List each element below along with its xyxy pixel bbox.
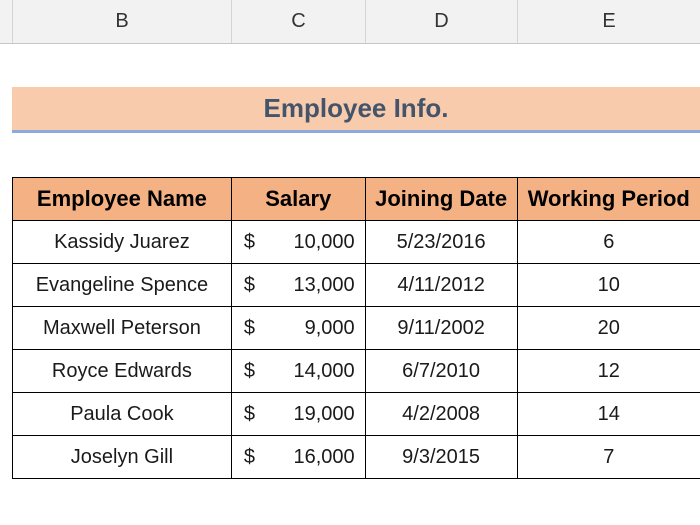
cell-joining-date[interactable]: 5/23/2016: [365, 221, 517, 264]
column-header-a-edge[interactable]: [0, 0, 12, 43]
cell-working-period[interactable]: 20: [517, 307, 700, 350]
table-row: [13, 436, 700, 479]
cell-joining-date[interactable]: 4/11/2012: [365, 264, 517, 307]
currency-symbol: $: [243, 359, 255, 382]
salary-value: 9,000: [304, 316, 355, 339]
cell-employee-name[interactable]: Paula Cook: [13, 393, 232, 436]
salary-value: 19,000: [293, 402, 355, 425]
sheet-title[interactable]: Employee Info.: [12, 87, 700, 133]
header-employee-name[interactable]: Employee Name: [13, 178, 232, 221]
cell-salary[interactable]: [231, 307, 365, 350]
salary-value: 13,000: [293, 273, 355, 296]
header-working-period[interactable]: Working Period: [517, 178, 700, 221]
table-row: [13, 264, 700, 307]
currency-symbol: $: [243, 273, 255, 296]
table-row: [13, 221, 700, 264]
cell-salary[interactable]: [231, 393, 365, 436]
column-header-bar: [0, 0, 700, 44]
header-joining-date[interactable]: Joining Date: [365, 178, 517, 221]
cell-employee-name[interactable]: Evangeline Spence: [13, 264, 232, 307]
cell-employee-name[interactable]: Joselyn Gill: [13, 436, 232, 479]
currency-symbol: $: [243, 316, 255, 339]
cell-working-period[interactable]: 12: [517, 350, 700, 393]
salary-value: 10,000: [293, 230, 355, 253]
column-header-b[interactable]: B: [12, 0, 231, 43]
salary-value: 16,000: [293, 445, 355, 468]
currency-symbol: $: [243, 402, 255, 425]
salary-value: 14,000: [293, 359, 355, 382]
column-header-e[interactable]: E: [517, 0, 700, 43]
cell-working-period[interactable]: 10: [517, 264, 700, 307]
cell-joining-date[interactable]: 6/7/2010: [365, 350, 517, 393]
table-row: [13, 350, 700, 393]
cell-salary[interactable]: [231, 221, 365, 264]
cell-salary[interactable]: [231, 436, 365, 479]
cell-salary[interactable]: [231, 350, 365, 393]
header-salary[interactable]: Salary: [231, 178, 365, 221]
cell-working-period[interactable]: 6: [517, 221, 700, 264]
cell-employee-name[interactable]: Kassidy Juarez: [13, 221, 232, 264]
employee-table: [12, 177, 700, 479]
table-header-row: [13, 178, 700, 221]
cell-employee-name[interactable]: Royce Edwards: [13, 350, 232, 393]
cell-working-period[interactable]: 14: [517, 393, 700, 436]
cell-salary[interactable]: [231, 264, 365, 307]
cell-joining-date[interactable]: 9/3/2015: [365, 436, 517, 479]
cell-working-period[interactable]: 7: [517, 436, 700, 479]
cell-employee-name[interactable]: Maxwell Peterson: [13, 307, 232, 350]
cell-joining-date[interactable]: 9/11/2002: [365, 307, 517, 350]
cell-joining-date[interactable]: 4/2/2008: [365, 393, 517, 436]
table-row: [13, 307, 700, 350]
column-header-c[interactable]: C: [231, 0, 365, 43]
table-row: [13, 393, 700, 436]
column-header-d[interactable]: D: [365, 0, 517, 43]
currency-symbol: $: [243, 230, 255, 253]
currency-symbol: $: [243, 445, 255, 468]
